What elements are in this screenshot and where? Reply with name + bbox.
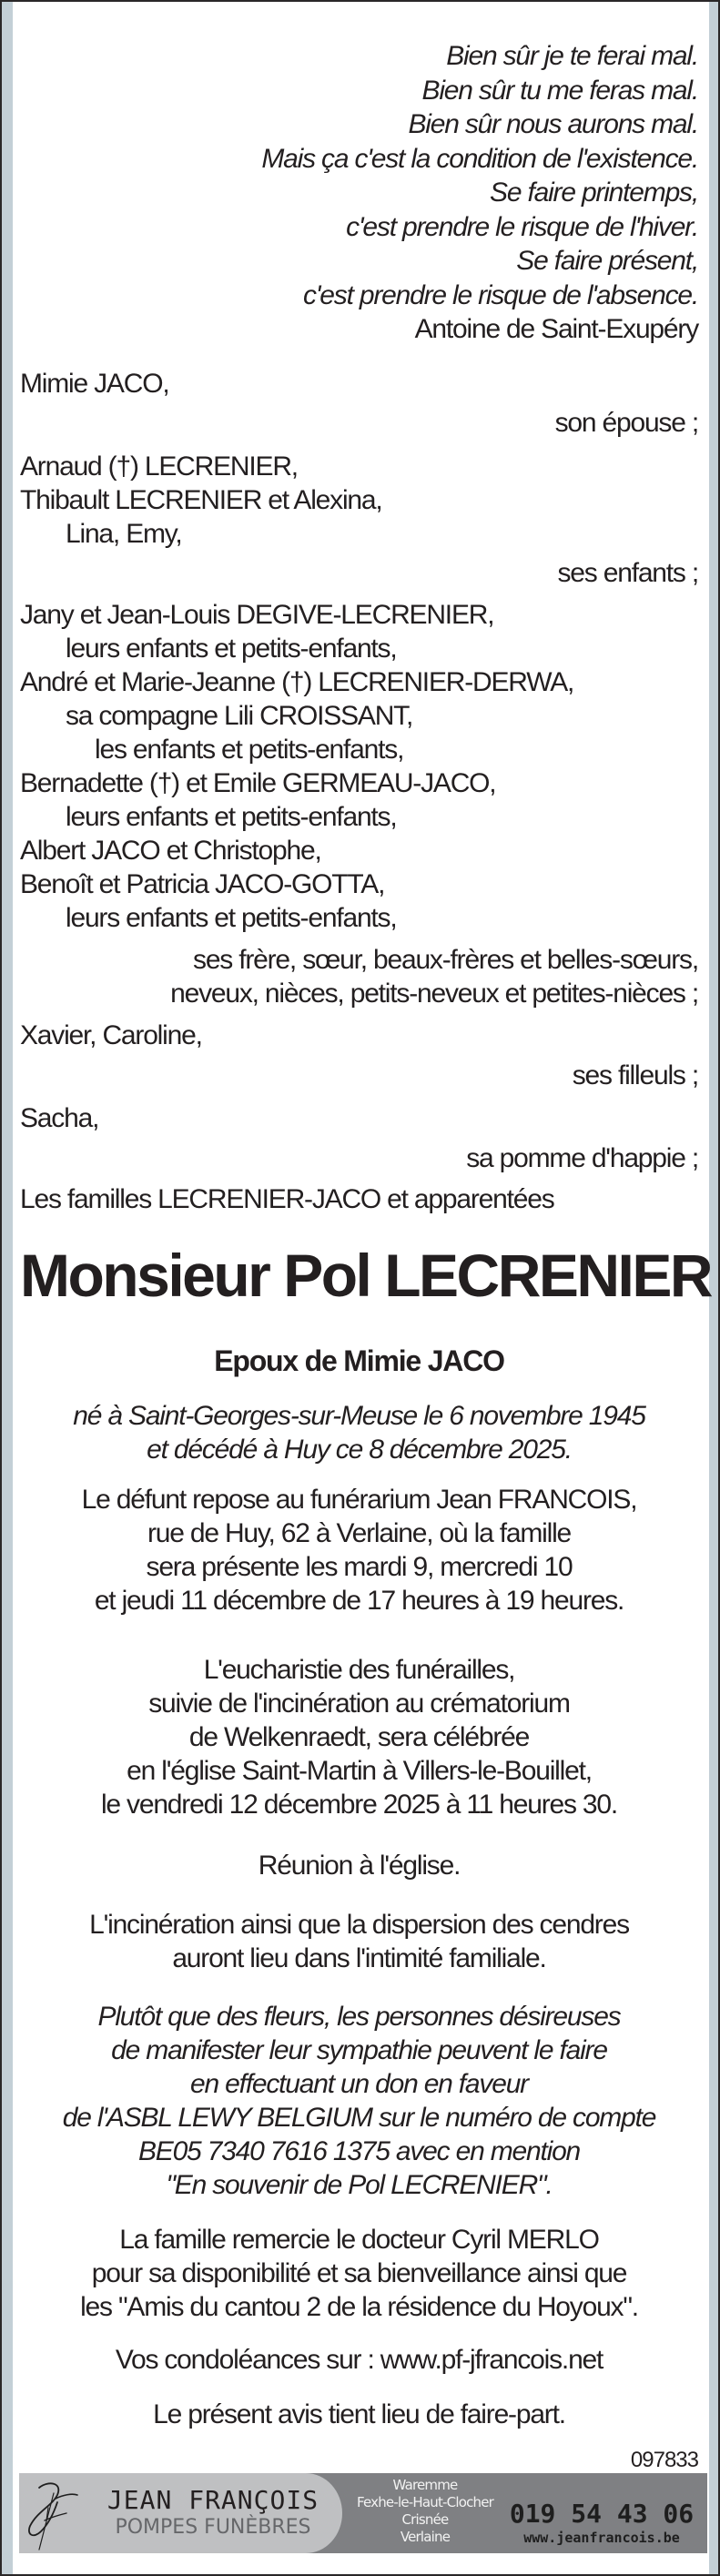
ceremony-line: suivie de l'incinération au crématorium	[148, 1689, 570, 1719]
grandchildren-line: Lina, Emy,	[66, 519, 182, 549]
godchildren-name: Xavier, Caroline,	[20, 1020, 202, 1050]
death-line: et décédé à Huy ce 8 décembre 2025.	[147, 1435, 572, 1465]
sibling-line: leurs enfants et petits-enfants,	[66, 903, 397, 933]
ceremony-line: le vendredi 12 décembre 2025 à 11 heures 30.	[100, 1790, 618, 1820]
thanks-line: pour sa disponibilité et sa bienveillance ainsi que	[91, 2258, 627, 2288]
condolences-line: Vos condoléances sur : www.pf-jfrancois.net	[115, 2345, 603, 2375]
sibling-line: les enfants et petits-enfants,	[95, 735, 404, 765]
donation-line: BE05 7340 7616 1375 avec en mention	[137, 2136, 581, 2166]
sibling-line: André et Marie-Jeanne (†) LECRENIER-DERWA,	[20, 667, 574, 697]
birth-line: né à Saint-Georges-sur-Meuse le 6 novembre 1945	[73, 1401, 645, 1431]
signature-logo-icon	[21, 2475, 81, 2551]
deceased-subtitle: Epoux de Mimie JACO	[214, 1344, 504, 1377]
poem-line: c'est prendre le risque de l'absence.	[302, 280, 698, 310]
phone-number: 019 54 43 06	[509, 2499, 695, 2529]
town-list	[349, 2477, 502, 2546]
town-item: Fexhe-le-Haut-Clocher	[356, 2494, 494, 2510]
spouse-name: Mimie JACO,	[20, 369, 169, 399]
visitation-line: rue de Huy, 62 à Verlaine, où la famille	[147, 1518, 572, 1548]
child-line: Arnaud (†) LECRENIER,	[20, 451, 298, 482]
poem-line: Se faire présent,	[516, 246, 698, 276]
sibling-line: Albert JACO et Christophe,	[20, 836, 321, 866]
sibling-line: Benoît et Patricia JACO-GOTTA,	[20, 869, 385, 899]
donation-line: "En souvenir de Pol LECRENIER".	[166, 2170, 553, 2200]
brand-block	[90, 2486, 336, 2541]
brand-tagline: POMPES FUNÈBRES	[115, 2516, 311, 2539]
cremation-line: L'incinération ainsi que la dispersion des cendres	[89, 1910, 629, 1940]
sibling-line: sa compagne Lili CROISSANT,	[66, 701, 413, 731]
sibling-line: leurs enfants et petits-enfants,	[66, 802, 397, 832]
poem-line: Bien sûr nous aurons mal.	[408, 109, 698, 139]
thanks-line: les "Amis du cantou 2 de la résidence du Hoyoux".	[80, 2292, 638, 2322]
poem-line: Mais ça c'est la condition de l'existence.	[261, 144, 698, 174]
ceremony-line: L'eucharistie des funérailles,	[203, 1655, 515, 1685]
poem-line: c'est prendre le risque de l'hiver.	[346, 212, 698, 242]
donation-line: Plutôt que des fleurs, les personnes désireuses	[97, 2002, 621, 2032]
website-link[interactable]: www.jeanfrancois.be	[523, 2530, 680, 2546]
town-item: Verlaine	[400, 2529, 451, 2545]
sibling-line: Bernadette (†) et Emile GERMEAU-JACO,	[20, 768, 496, 798]
child-line: Thibault LECRENIER et Alexina,	[20, 485, 382, 515]
cremation-line: auront lieu dans l'intimité familiale.	[172, 1943, 546, 1973]
visitation-line: et jeudi 11 décembre de 17 heures à 19 heures.	[94, 1586, 624, 1616]
godchildren-role: ses filleuls ;	[572, 1060, 698, 1090]
meeting-line: Réunion à l'église.	[258, 1851, 461, 1881]
notice-paper	[13, 2, 712, 2574]
deceased-title: Monsieur Pol LECRENIER	[20, 1242, 712, 1309]
visitation-line: Le défunt repose au funérarium Jean FRANCOIS,	[81, 1485, 637, 1515]
funeral-home-banner	[19, 2473, 707, 2553]
poem-author: Antoine de Saint-Exupéry	[414, 314, 698, 344]
visitation-line: sera présente les mardi 9, mercredi 10	[146, 1552, 573, 1582]
happie-role: sa pomme d'happie ;	[466, 1143, 698, 1173]
poem-line: Bien sûr tu me feras mal.	[421, 76, 698, 106]
happie-name: Sacha,	[20, 1103, 99, 1133]
siblings-role: ses frère, sœur, beaux-frères et belles-sœurs,	[193, 945, 698, 975]
brand-name: JEAN FRANÇOIS	[106, 2485, 319, 2515]
sibling-line: Jany et Jean-Louis DEGIVE-LECRENIER,	[20, 600, 494, 630]
donation-line: de manifester leur sympathie peuvent le faire	[111, 2035, 607, 2065]
children-role: ses enfants ;	[557, 558, 698, 588]
donation-line: en effectuant un don en faveur	[190, 2069, 528, 2099]
siblings-role: neveux, nièces, petits-neveux et petites-nièces ;	[170, 979, 698, 1009]
sibling-line: leurs enfants et petits-enfants,	[66, 634, 397, 664]
ceremony-line: de Welkenraedt, sera célébrée	[188, 1722, 530, 1752]
reference-number: 097833	[630, 2448, 698, 2472]
town-item: Waremme	[392, 2477, 458, 2493]
notice-line: Le présent avis tient lieu de faire-part.	[153, 2399, 565, 2429]
spouse-role: son épouse ;	[554, 408, 698, 438]
donation-line: de l'ASBL LEWY BELGIUM sur le numéro de compte	[62, 2103, 656, 2133]
poem-line: Se faire printemps,	[490, 177, 698, 208]
thanks-line: La famille remercie le docteur Cyril MERLO	[119, 2225, 599, 2255]
families-line: Les familles LECRENIER-JACO et apparentées	[20, 1184, 554, 1214]
poem-line: Bien sûr je te ferai mal.	[446, 41, 698, 71]
town-item: Crisnée	[401, 2511, 449, 2528]
ceremony-line: en l'église Saint-Martin à Villers-le-Bouillet,	[127, 1756, 592, 1786]
